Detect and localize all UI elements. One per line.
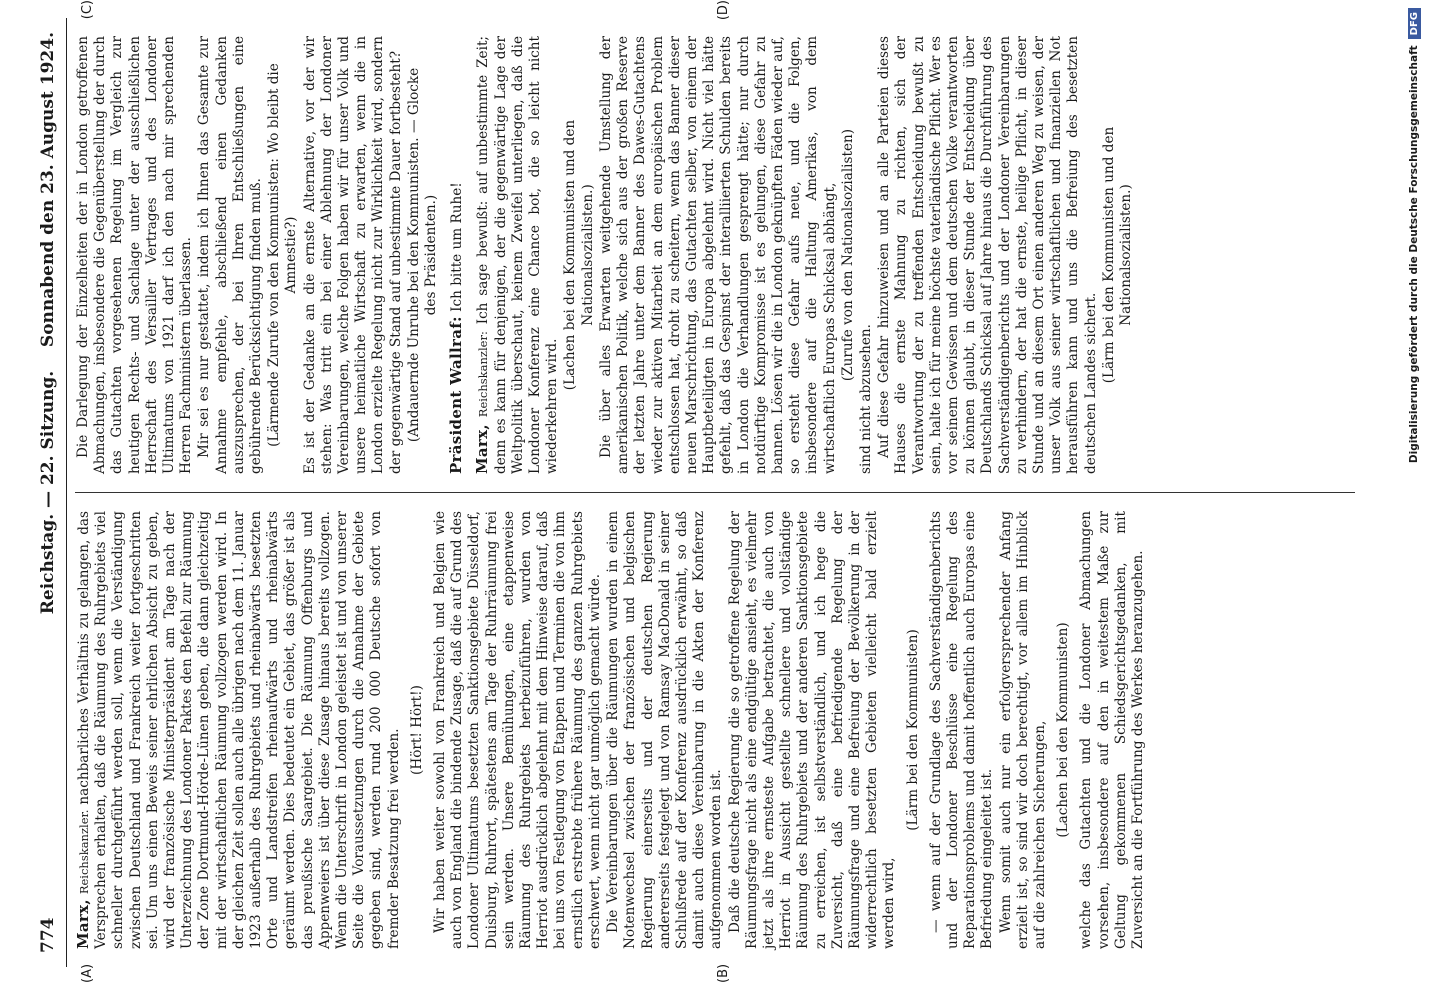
paragraph: Wir haben weiter sowohl von Frankreich und Belgien wie auch von England die bindende Zusage, daß die auf Grund des Londoner Ultimatums besetzten Sanktionsgebiete Düsseldorf, Duisburg, Ruhrort, spätestens am Tage der Ruhrräumung frei sein werden. Unsere Bemühungen, eine etappenweise Räumung des Ruhrgebiets herbeizuführen, wurden von Herriot ausdrücklich abgelehnt mit dem Hinweise darauf, daß bei uns von Festlegung von Etappen und Terminen die von ihm ernstlich erstrebte frühere Räumung des ganzen Ruhrgebiets erschwert, wenn nicht gar unmöglich gemacht würde. <box>432 511 603 949</box>
paragraph: Die Vereinbarungen über die Räumungen wurden in einem Notenwechsel zwischen der französischen und belgischen Regierung einerseits und der deutschen Regierung andererseits festgelegt und von Ramsay MacDonald in seiner Schlußrede auf der Konferenz ausdrücklich erwähnt, so daß damit auch diese Vereinbarung in die Akten der Konferenz aufgenommen worden ist. <box>605 511 725 949</box>
interjection: (Lärm bei den Kommunisten und den Nationalsozialisten.) <box>1100 126 1134 384</box>
interjection: (Zurufe von den Nationalsozialisten) <box>839 128 856 382</box>
margin-marker-a: (A) <box>80 963 95 983</box>
paragraph-text: nachbarliches Verhältnis zu gelangen, das Versprechen erhalten, daß die Räumung des Ruhrgebiets viel schneller durchgeführt werden soll, wenn die Verständigung zwischen Deutschland und Frankreich weiter fortgeschritten sei. Um uns einen Beweis seiner ehrlichen Absicht zu geben, wird der französische Ministerpräsident am Tage nach der Unterzeichnung des Londoner Paktes den Befehl zur Räumung der Zone Dortmund-Hörde-Lünen geben, die dann gleichzeitig mit der wirtschaftlichen Räumung vollzogen werden wird. In der gleichen Zeit sollen auch alle übrigen nach dem 11. Januar 1923 außerhalb des Ruhrgebiets und rheinabwärts besetzten Orte und Landstreifen rheinaufwärts und rheinabwärts geräumt werden. Dies bedeutet ein Gebiet, das größer ist als das preußische Saargebiet. Die Räumung Offenburgs und Appenweiers ist über diese Zusage hinaus bereits vollzogen. Wenn die Unterschrift in London geleistet ist und von unserer Seite die Voraussetzungen durch die Annahme der Gebiete gegeben sind, werden rund 200 000 Deutsche sofort von fremder Besatzung frei werden. <box>76 511 402 949</box>
digitization-sidebar <box>1394 0 1434 1000</box>
speaker-name: Marx, <box>74 899 92 949</box>
dfg-logo: DFG <box>1408 8 1421 39</box>
text-columns <box>74 0 1355 983</box>
speaker-role: Reichskanzler. <box>77 809 91 895</box>
paragraph-text: Ich bitte um Ruhe! <box>449 182 466 312</box>
paragraph <box>474 36 561 474</box>
margin-marker-c: (C) <box>80 0 95 20</box>
speaker-name: Marx, <box>473 424 492 474</box>
paragraph <box>448 36 466 474</box>
right-column <box>75 0 1355 492</box>
interjection: (Lärmende Zurufe von den Kommunisten: Wo bleibt die Amnestie?) <box>266 63 300 447</box>
paragraph: Mir sei es nur gestattet, indem ich Ihnen das Gesamte zur Annahme empfehle, abschließend einen Gedanken auszusprechen, der bei Ihren Entschließungen eine gebührende Berücksichtigung finden muß. <box>196 36 265 474</box>
paragraph: Daß die deutsche Regierung die so getroffene Regelung der Räumungsfrage nicht als eine endgültige ansieht, es vielmehr jetzt als ihre ernsteste Aufgabe betrachtet, die auch von Herriot in Aussicht gestellte schnellere und vollständige Räumung des Ruhrgebiets und der anderen Sanktionsgebiete zu erreichen, ist selbstverständlich, und ich hege die Zuversicht, daß eine befriedigende Regelung der Räumungsfrage und eine Befreiung der Bevölkerung in der widerrechtlich besetzten Gebieten vielleicht bald erzielt werden wird, <box>726 511 898 949</box>
paragraph: Es ist der Gedanke an die ernste Alternative, vor der wir stehen: Was tritt ein bei einer Ablehnung der Londoner Vereinbarungen, welche Folgen haben wir für unser Volk und unsere heimatliche Wirtschaft zu erwarten, wenn die in London erzielte Regelung nicht zur Wirklichkeit wird, sondern der gegenwärtige Stand auf unbestimmte Dauer fortbesteht? <box>301 36 404 474</box>
paragraph: Die über alles Erwarten weitgehende Umstellung der amerikanischen Politik, welche sich aus der großen Reserve der letzten Jahre unter dem Banner des Dawes-Gutachtens wieder zur aktiven Mitarbeit an dem europäischen Problem entschlossen hat, droht zu scheitern, wenn das Banner dieser neuen Marschrichtung, das Gutachten selber, von einem der Hauptbeteiligten in Europa abgelehnt wird. Nicht viel hätte gefehlt, daß das Gespinst der interalliierten Schulden bereits in London die Verhandlungen gesprengt hätte; nur durch notdürftige Kompromisse ist es gelungen, diese Gefahr zu bannen. Lösen wir die in London geknüpften Fäden wieder auf, so ersteht diese Gefahr aufs neue, und die Folgen, insbesondere auf die Haltung Amerikas, von dem wirtschaftlich Europas Schicksal abhängt, <box>597 36 838 474</box>
page-title: Reichstag. — 22. Sitzung. <box>38 370 58 615</box>
interjection: (Andauernde Unruhe bei den Kommunisten. — Glocke des Präsidenten.) <box>405 67 440 443</box>
paragraph: Wenn somit auch nur ein erfolgversprechender Anfang erzielt ist, so sind wir doch berechtigt, vor allem im Hinblick auf die zahlreichen Sicherungen, <box>997 511 1048 949</box>
interjection: (Lachen bei den Kommunisten und den Nationalsozialisten.) <box>562 119 596 391</box>
interjection: (Lachen bei den Kommunisten) <box>1055 622 1072 838</box>
speaker-role: Reichskanzler: <box>476 331 491 418</box>
paragraph: Die Darlegung der Einzelheiten der in London getroffenen Abmachungen, insbesondere die Gegenüberstellung der durch das Gutachten vorgesehenen Regelung im Vergleich zur heutigen Rechts- und Sachlage unter der ausschließlichen Herrschaft des Versailler Vertrages und des Londoner Ultimatums von 1921 darf ich den nach mir sprechenden Herren Fachministern überlassen. <box>75 36 195 474</box>
speaker-name: Präsident Wallraf: <box>447 316 466 474</box>
digitization-note: Digitalisierung gefördert durch die Deutsche Forschungsgemeinschaft <box>1408 45 1420 464</box>
paragraph: welche das Gutachten und die Londoner Abmachungen vorsehen, insbesondere auf den in weitestem Maße zur Geltung gekommenen Schiedsgerichtsgedanken, mit Zuversicht an die Fortführung des Werkes heranzugehen. <box>1078 511 1146 949</box>
margin-marker-b: (B) <box>716 963 731 983</box>
interjection: (Lärm bei den Kommunisten) <box>904 629 921 831</box>
left-column <box>74 492 1355 983</box>
digitization-note-row <box>1400 0 1428 1000</box>
page-header <box>34 18 67 967</box>
interjection: (Hört! Hört!) <box>408 685 425 775</box>
paragraph: — wenn auf der Grundlage des Sachverständigenberichts und der Londoner Beschlüsse eine Regelung des Reparationsproblems und damit hoffentlich auch Europas eine Befriedung eingeleitet ist. <box>927 511 996 949</box>
paragraph <box>75 511 403 949</box>
paragraph-text: Ich sage bewußt: auf unbestimmte Zeit; denn es kann für denjenigen, der die gegenwärtige Lage der Weltpolitik überschaut, keinem Zweifel unterliegen, daß die Londoner Konferenz eine Chance bot, die so leicht nicht wiederkehren wird. <box>475 36 561 474</box>
document-page <box>20 0 1405 985</box>
paragraph: Auf diese Gefahr hinzuweisen und an alle Parteien dieses Hauses die ernste Mahnung zu richten, sich der Verantwortung der zu treffenden Entscheidung bewußt zu sein, halte ich für meine höchste vaterländische Pflicht. Wer es vor seinem Gewissen und dem deutschen Volke verantworten zu können glaubt, in dieser Stunde der Entscheidung über Deutschlands Schicksal auf Jahre hinaus die Durchführung des Sachverständigenberichts und der Londoner Vereinbarungen zu verhindern, der hat die ernste, heilige Pflicht, in dieser Stunde und an diesem Ort einen anderen Weg zu weisen, der unser Volk aus seiner wirtschaftlichen und finanziellen Not herausführen kann und uns die Befreiung des besetzten deutschen Landes sichert. <box>876 36 1099 474</box>
session-date: Sonnabend den 23. August 1924. <box>38 32 58 348</box>
paragraph: sind nicht abzusehen. <box>857 324 874 474</box>
page-number: 774 <box>38 917 58 953</box>
margin-marker-d: (D) <box>716 0 731 21</box>
